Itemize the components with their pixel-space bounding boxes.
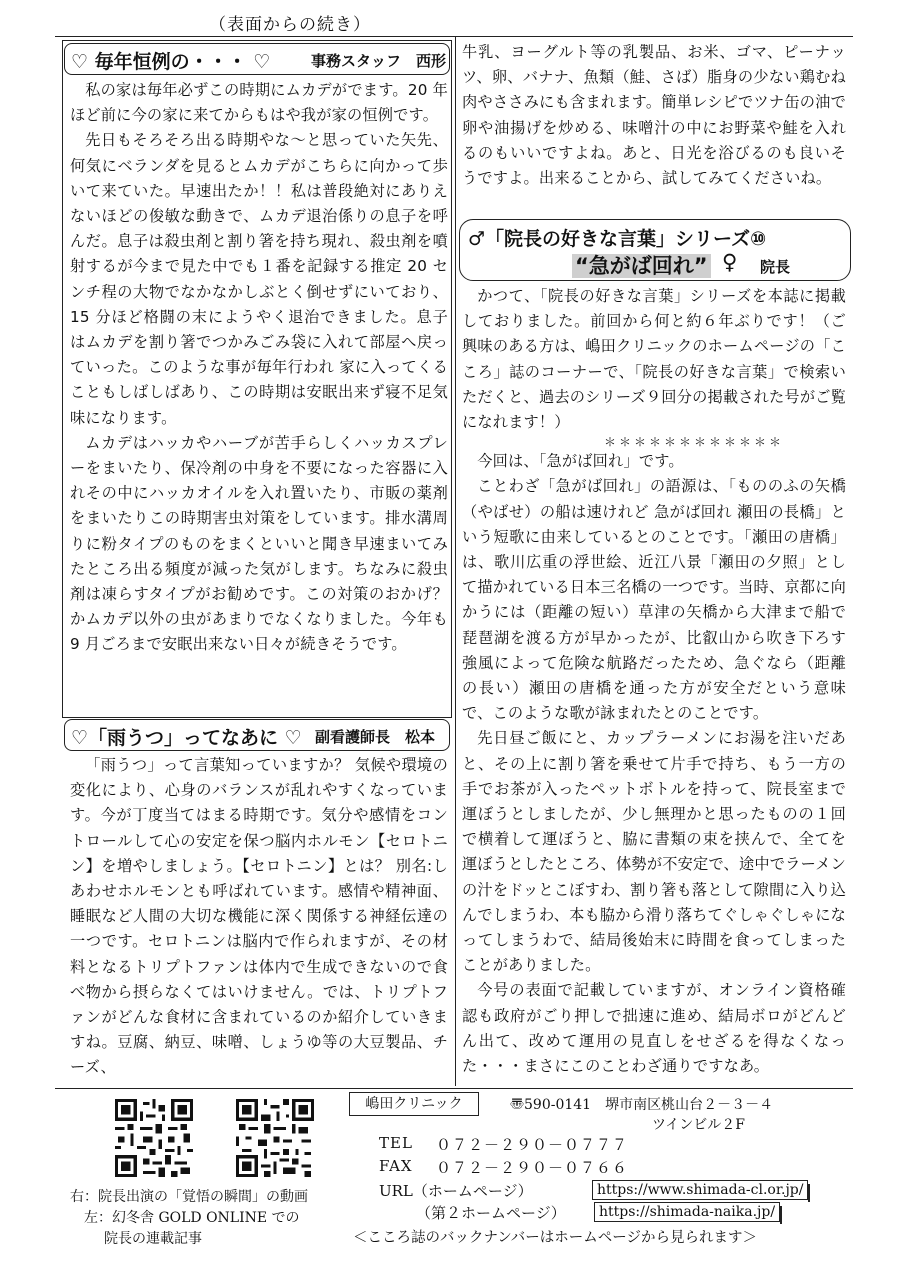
- article-1-author: 事務スタッフ 西形: [311, 52, 447, 70]
- article-3-intro: かつて、「院長の好きな言葉」シリーズを本誌に掲載しておりました。前回から何と約６年ぶりです！（ご興味のある方は、嶋田クリニックのホームページの「こころ」誌のコーナーで、「院長の好きな言葉」で検索いただくと、過去のシリーズ９回分の掲載された号がご覧になれます！）: [462, 287, 846, 432]
- article-3-body: [462, 284, 846, 1079]
- article-3-paragraph: ことわざ「急がば回れ」の語源は、「もののふの矢橋（やばせ）の船は速けれど 急がば回れ 瀬田の長橋」という短歌に由来しているとのことです。「瀬田の唐橋」は、歌川広重の浮世絵、近江八景「瀬田の夕照」として描かれている日本三名橋の一つです。当時、京都に向かうには（距離の短い）草津の矢橋から大津まで船で琵琶湖を渡る方が早かったが、比叡山から吹き下ろす強風によって危険な航路だったため、急ぐなら（距離の長い）瀬田の唐橋を通った方が安全だという意味で、このような歌が詠まれたとのことです。: [462, 477, 846, 723]
- article-2-title: ♡「雨うつ」ってなあに ♡: [71, 727, 302, 749]
- article-2-paragraph: 「雨うつ」って言葉知っていますか？ 気候や環境の変化により、心身のバランスが乱れやすくなっています。今が丁度当てはまる時期です。気分や感情をコントロールして心の安定を保つ脳内ホルモン【セロトニン】を増やしましょう。【セロトニン】とは？ 別名:しあわせホルモンとも呼ばれています。感情や精神面、睡眠など人間の大切な機能に深く関係する神経伝達の一つです。セロトニンは脳内で作られますが、その材料となるトリプトファンは体内で生成できないので食べ物から摂らなくてはいけません。では、トリプトファンがどんな食材に含まれているのか紹介していきますね。豆腐、納豆、味噌、しょうゆ等の大豆製品、チーズ、: [70, 756, 448, 1077]
- article-3-author: 院長: [760, 258, 791, 276]
- second-homepage-label: （第２ホームページ）: [416, 1204, 566, 1222]
- clinic-building: ツインビル２F: [652, 1117, 746, 1133]
- article-1-body: [70, 78, 448, 658]
- homepage-url[interactable]: https://www.shimada-cl.or.jp/: [597, 1182, 804, 1198]
- tel-number[interactable]: ０７２－２９０－０７７７: [436, 1136, 629, 1154]
- tel-label: TEL: [379, 1134, 413, 1152]
- url-label: URL（ホームページ）: [379, 1182, 533, 1200]
- continuation-header: （表面からの続き）: [209, 15, 371, 35]
- second-homepage-url[interactable]: https://shimada-naika.jp/: [599, 1204, 776, 1220]
- fax-label: FAX: [379, 1157, 413, 1175]
- qr-caption-left-cont: 院長の連載記事: [104, 1231, 202, 1247]
- header-rule: [55, 36, 853, 37]
- qr-code-kakugo-video[interactable]: [236, 1099, 314, 1177]
- article-1-paragraph: 先日もそろそろ出る時期やな～と思っていた矢先、何気にベランダを見るとムカデがこちらに向かって歩いて来ていた。早速出たか！！私は普段絶対にありえないほどの俊敏な動きで、ムカデ退治係りの息子を呼んだ。息子は殺虫剤と割り箸を持ち現れ、殺虫剤を噴射するが今まで見た中でも１番を記録する推定 20 センチ程の大物でなかなかしぶとく倒せずにいており、15 分ほど格闘の末にようやく退治できました。息子はムカデを割り箸でつかみごみ袋に入れて部屋へ戻っていった。このような事が毎年行われ 家に入ってくることもしばしばあり、この時期は安眠出来ず寝不足気味になります。: [70, 131, 448, 427]
- article-3-paragraph: 今号の表面で記載していますが、オンライン資格確認も政府がごり押しで拙速に進め、結局ボロがどんどん出て、改めて運用の見直しをせざるを得なくなった・・・まさにこのことわざ通りですなあ。: [462, 981, 846, 1076]
- homepage-link[interactable]: [592, 1180, 808, 1200]
- footer-rule: [55, 1088, 853, 1089]
- article-1-paragraph: 私の家は毎年必ずこの時期にムカデがでます。20 年ほど前に今の家に来てからもはや我が家の恒例です。: [70, 81, 448, 125]
- article-3-paragraph: 先日昼ご飯にと、カップラーメンにお湯を注いだあと、その上に割り箸を乗せて片手で持ち、もう一方の手でお茶が入ったペットボトルを持って、院長室まで運ぼうとしましたが、少し無理かと思ったものの１回で横着して運ぼうと、脇に書類の束を挟んで、全てを運ぼうとしたところ、体勢が不安定で、途中でラーメンの汁をドッとこぼすわ、割り箸も落として隙間に入り込んでしまうわ、本も脇から滑り落ちてぐしゃぐしゃになってしまうわで、結局後始末に時間を食ってしまったことがありました。: [462, 729, 846, 975]
- clinic-address: 〠590-0141 堺市南区桃山台２－３－４: [510, 1097, 774, 1113]
- article-1-title-frame: [64, 43, 450, 75]
- article-1-title: ♡ 毎年恒例の・・・ ♡: [71, 51, 271, 73]
- article-3-phrase: “急がば回れ”: [572, 254, 711, 278]
- qr-caption-left: 左：幻冬舎 GOLD ONLINE での: [84, 1210, 300, 1226]
- article-1-paragraph: ムカデはハッカやハーブが苦手らしくハッカスプレーをまいたり、保冷剤の中身を不要になった容器に入れその中にハッカオイルを入れ置いたり、市販の薬剤をまいたりこの時期害虫対策をしています。排水溝周りに粉タイプのものをまくといいと聞き早速まいてみたところ出る頻度が減った気がします。ちなみに殺虫剤は凍らすタイプがお勧めです。この対策のおかげ？かムカデ以外の虫があまりでなくなりました。今年も 9 月ごろまで安眠出来ない日々が続きそうです。: [70, 433, 448, 654]
- article-3-paragraph: 今回は、「急がば回れ」です。: [477, 452, 684, 471]
- article-3-author-symbol: ♀: [722, 250, 738, 274]
- fax-number: ０７２－２９０－０７６６: [436, 1159, 629, 1177]
- article-3-title-frame: [459, 219, 851, 281]
- article-3-separator: ＊＊＊＊＊＊＊＊＊＊＊＊: [603, 435, 784, 450]
- second-homepage-link[interactable]: [594, 1202, 780, 1222]
- qr-caption-right: 右：院長出演の「覚悟の瞬間」の動画: [70, 1189, 308, 1205]
- article-2-continued-paragraph: 牛乳、ヨーグルト等の乳製品、お米、ゴマ、ピーナッツ、卵、バナナ、魚類（鮭、さば）脂身の少ない鶏むね肉やささみにも含まれます。簡単レシピでツナ缶の油で卵や油揚げを炒める、味噌汁の中にお野菜や鮭を入れるのもいいですよね。あと、日光を浴びるのも良いそうですよ。出来ることから、試してみてくださいね。: [462, 43, 846, 188]
- article-3-phrase-row: [572, 250, 711, 280]
- link-shadow: [780, 1206, 782, 1224]
- column-divider: [455, 36, 456, 1086]
- link-shadow: [808, 1184, 810, 1202]
- clinic-name: 嶋田クリニック: [349, 1092, 479, 1116]
- article-2-title-frame: [64, 719, 450, 751]
- article-3-title: ♂「院長の好きな言葉」シリーズ⑩: [468, 228, 767, 250]
- article-2-continued: [462, 40, 846, 191]
- article-2-body: [70, 753, 448, 1081]
- article-2-author: 副看護師長 松本: [315, 728, 436, 746]
- qr-code-gold-online[interactable]: [115, 1099, 193, 1177]
- backnumber-note: ＜こころ誌のバックナンバーはホームページから見られます＞: [353, 1230, 757, 1246]
